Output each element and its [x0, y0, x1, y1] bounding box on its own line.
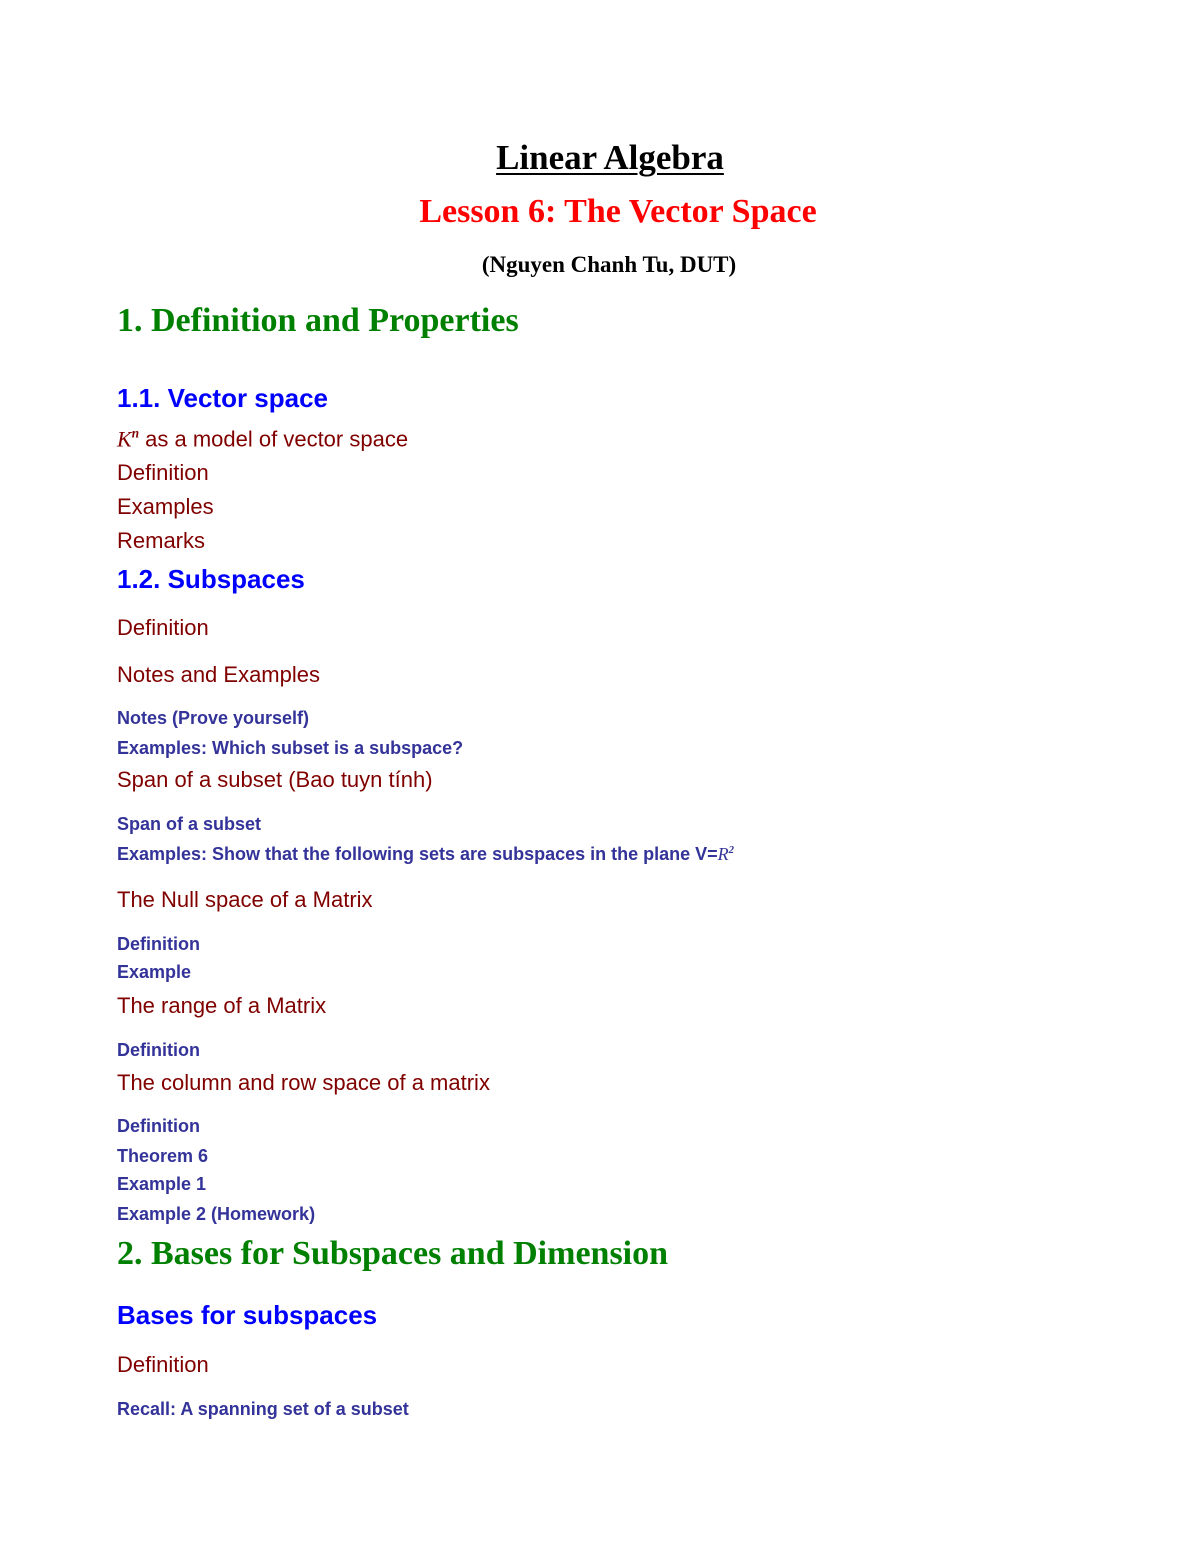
- null-space-definition: Definition: [117, 934, 200, 954]
- vector-space-definition: Definition: [117, 460, 209, 485]
- notes-prove-yourself: Notes (Prove yourself): [117, 708, 310, 728]
- span-heading: Span of a subset (Bao tuyn tính): [117, 767, 433, 792]
- author-line: (Nguyen Chanh Tu, DUT): [481, 252, 737, 277]
- kn-symbol: K: [117, 426, 132, 452]
- example-2-homework: Example 2 (Homework): [117, 1204, 316, 1224]
- example-1: Example 1: [117, 1174, 207, 1194]
- subspaces-definition: Definition: [117, 615, 209, 640]
- examples-show-text: Examples: Show that the following sets are subspaces in the plane V=: [117, 844, 718, 864]
- null-space-heading: The Null space of a Matrix: [117, 887, 373, 912]
- bases-heading: Bases for subspaces: [117, 1300, 378, 1330]
- theorem-6: Theorem 6: [117, 1146, 209, 1166]
- document-title: Linear Algebra: [496, 138, 724, 177]
- notes-and-examples: Notes and Examples: [117, 662, 320, 687]
- recall-spanning-set: Recall: A spanning set of a subset: [117, 1399, 409, 1419]
- section-2-heading: 2. Bases for Subspaces and Dimension: [117, 1235, 669, 1272]
- kn-model-text: as a model of vector space: [139, 426, 409, 452]
- examples-which-subset: Examples: Which subset is a subspace?: [117, 738, 464, 758]
- r-exponent: 2: [728, 844, 735, 856]
- examples-show-subspaces: [117, 844, 734, 865]
- span-of-subset: Span of a subset: [117, 814, 262, 834]
- range-heading: The range of a Matrix: [117, 993, 327, 1018]
- vector-space-heading: 1.1. Vector space: [117, 383, 329, 413]
- subspaces-heading: 1.2. Subspaces: [117, 564, 305, 594]
- lesson-title: Lesson 6: The Vector Space: [419, 193, 817, 230]
- null-space-example: Example: [117, 962, 192, 982]
- range-definition: Definition: [117, 1040, 200, 1060]
- column-row-definition: Definition: [117, 1116, 200, 1136]
- vector-space-examples: Examples: [117, 494, 214, 519]
- kn-exponent: n: [131, 426, 140, 441]
- r-symbol: R: [717, 844, 729, 864]
- bases-definition: Definition: [117, 1352, 209, 1377]
- column-row-heading: The column and row space of a matrix: [117, 1070, 490, 1095]
- kn-model-line: [117, 426, 408, 452]
- section-1-heading: 1. Definition and Properties: [117, 302, 519, 339]
- vector-space-remarks: Remarks: [117, 528, 206, 553]
